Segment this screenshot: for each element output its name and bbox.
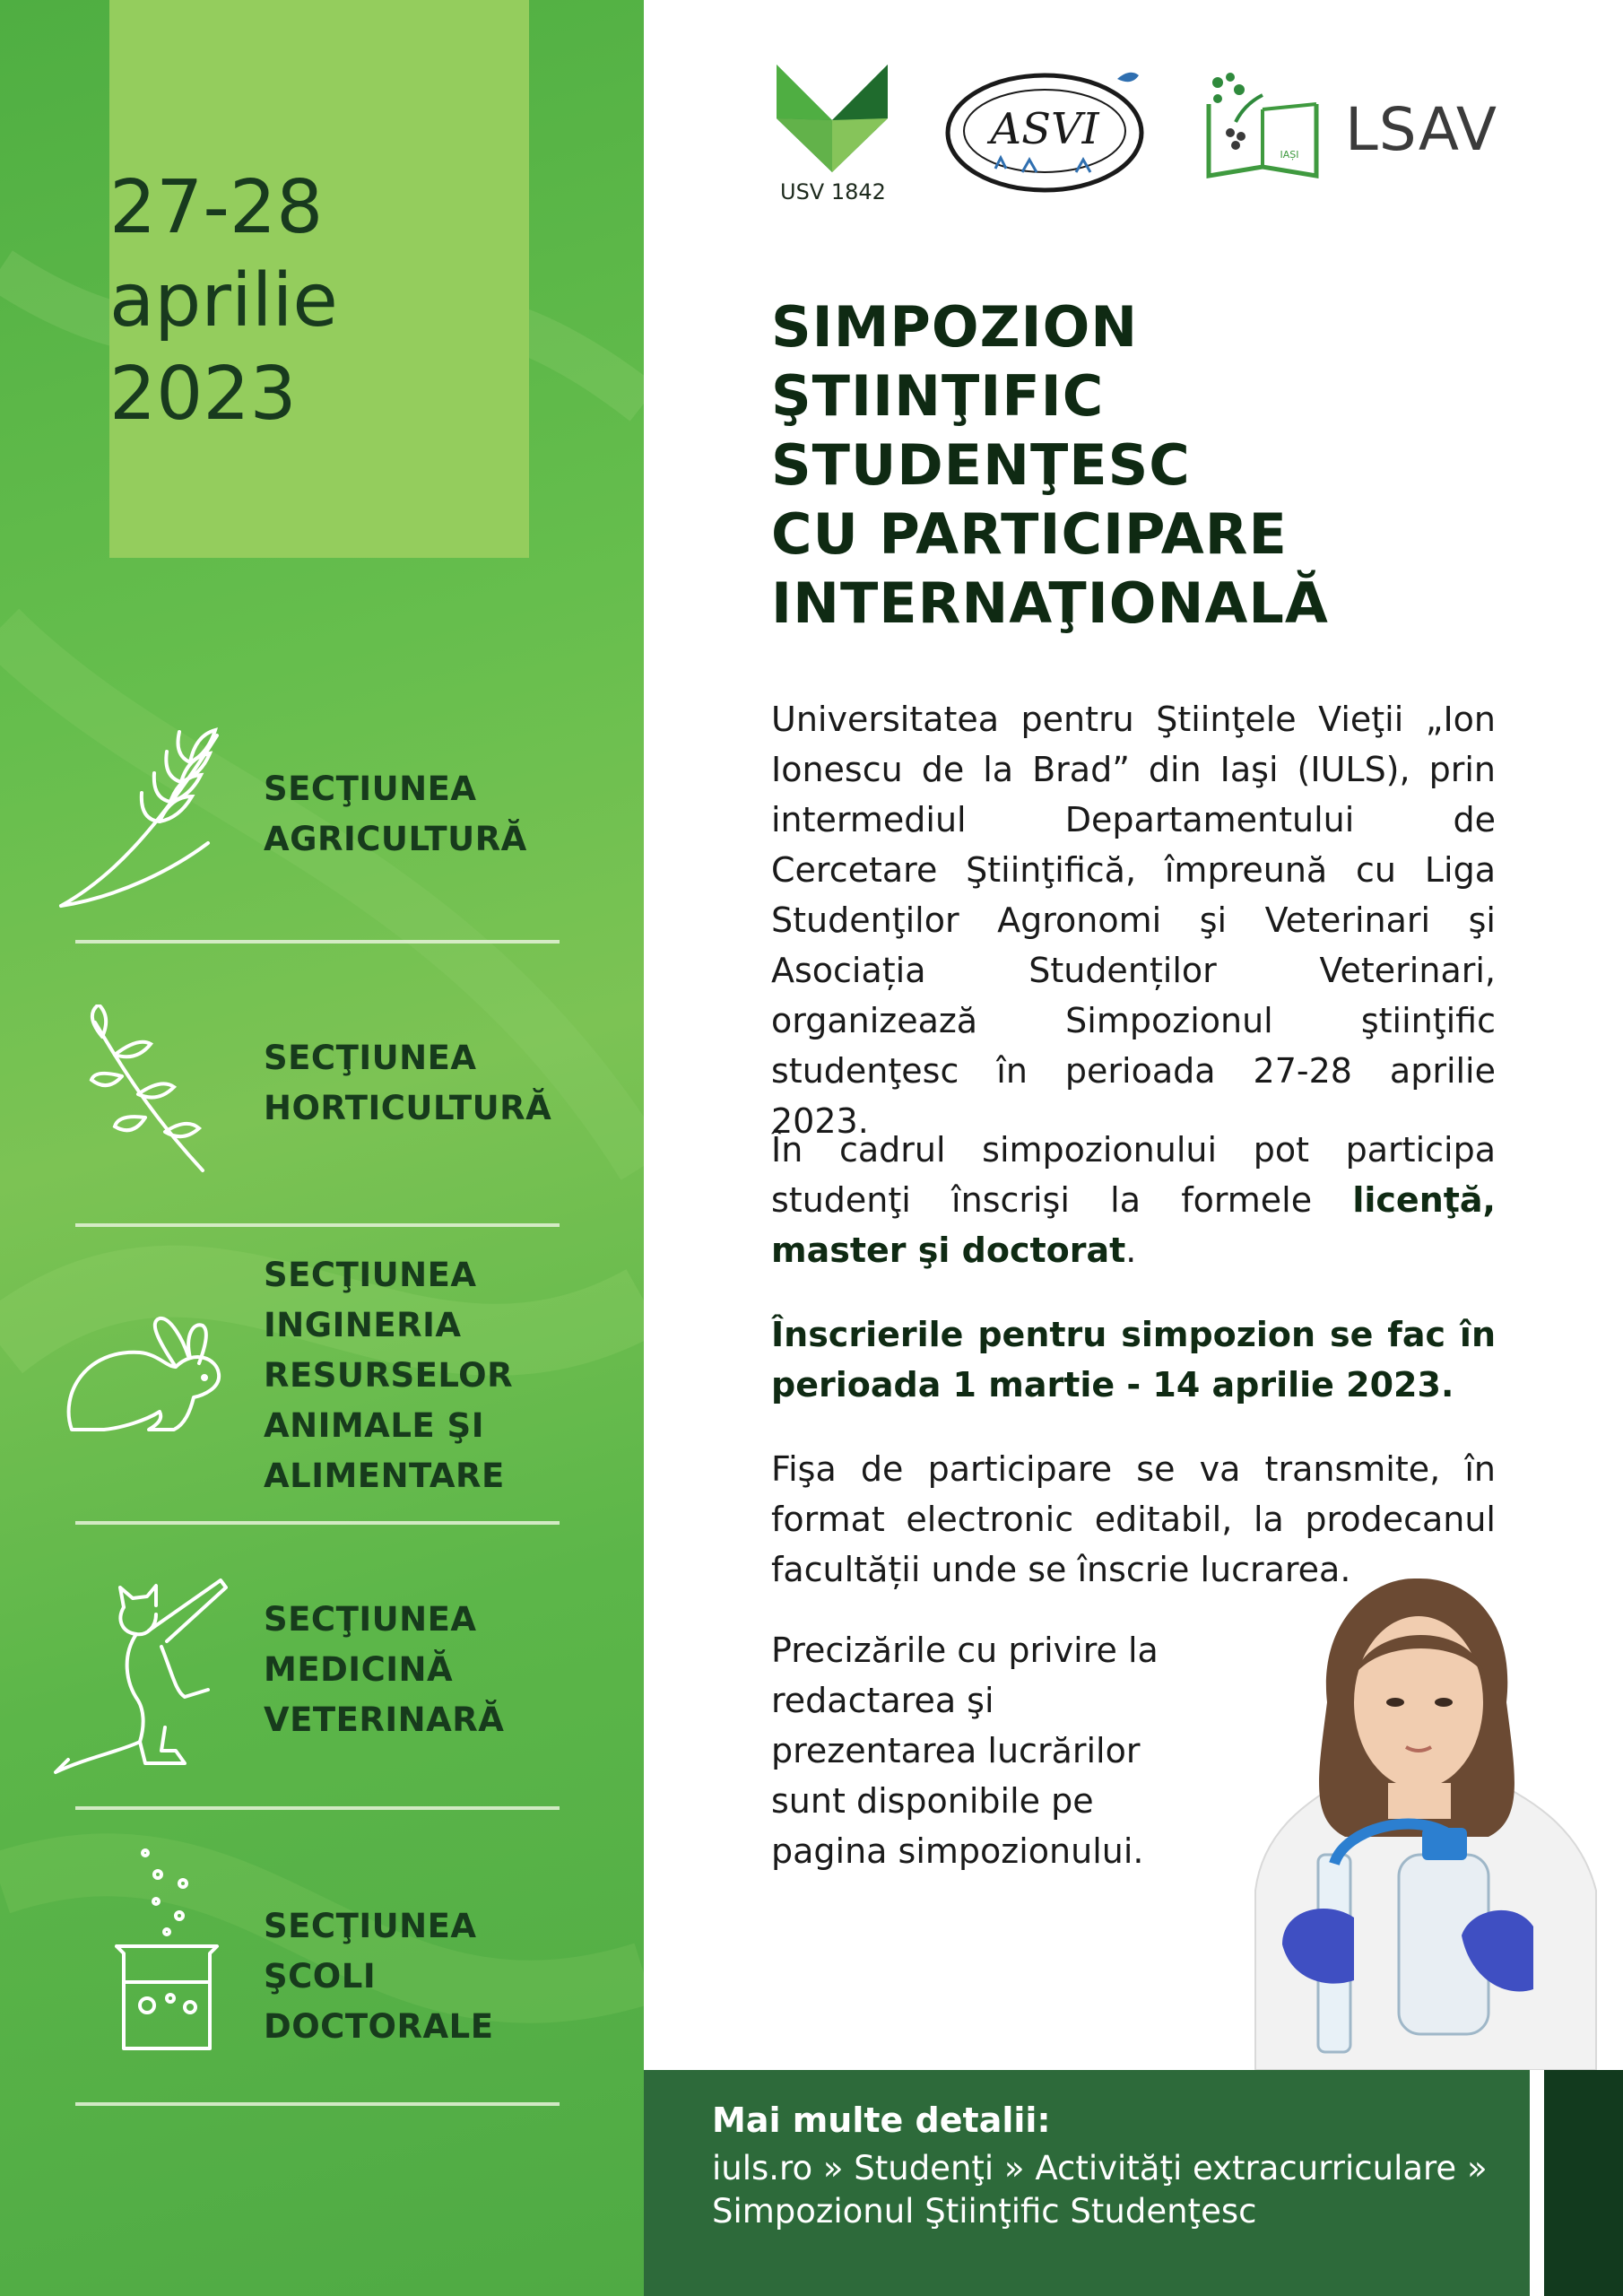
- section-medicina-veterinara: [0, 1525, 644, 1812]
- partner-logos: [771, 57, 1515, 219]
- section-label-line: ŞCOLI: [264, 1957, 377, 1996]
- title-line: INTERNAŢIONALĂ: [771, 570, 1329, 636]
- form-paragraph: Fişa de participare se va transmite, în format electronic editabil, la prodecanul facultății unde se înscrie lucrarea.: [771, 1449, 1496, 1589]
- footer-link-path[interactable]: iuls.ro » Studenţi » Activităţi extracurriculare »: [712, 2149, 1488, 2187]
- section-label-line: VETERINARĂ: [264, 1700, 505, 1739]
- cat-icon: [50, 1575, 239, 1781]
- section-label-line: RESURSELOR: [264, 1356, 514, 1395]
- registration-period: Înscrierile pentru simpozion se fac în perioada 1 martie - 14 aprilie 2023.: [771, 1315, 1496, 1405]
- section-label-line: SECŢIUNEA: [264, 1256, 477, 1294]
- footer-accent: [1544, 2070, 1623, 2296]
- section-label-line: ALIMENTARE: [264, 1457, 505, 1495]
- participants-paragraph: [771, 1125, 1496, 1275]
- beaker-icon: [104, 1848, 230, 2054]
- date-days: 27-28: [109, 165, 324, 250]
- lsav-logo-text: LSAV: [1345, 95, 1497, 164]
- section-label-line: INGINERIA: [264, 1306, 462, 1344]
- section-divider: [75, 2102, 560, 2106]
- asvi-logo: [942, 61, 1148, 204]
- footer-link-page[interactable]: Simpozionul Ştiinţific Studenţesc: [712, 2192, 1257, 2231]
- registration-paragraph: [771, 1309, 1496, 1410]
- section-label-line: ANIMALE ŞI: [264, 1406, 484, 1445]
- page-title: [771, 292, 1542, 638]
- details-paragraph: Precizările cu privire la redactarea şi prezentarea lucrărilor sunt disponibile pe pagina simpozionului.: [771, 1631, 1159, 1871]
- section-label-line: DOCTORALE: [264, 2007, 494, 2046]
- section-label-line: HORTICULTURĂ: [264, 1089, 552, 1127]
- section-label-line: SECŢIUNEA: [264, 770, 477, 808]
- wheat-icon: [56, 718, 235, 915]
- title-line: ŞTIINŢIFIC: [771, 363, 1105, 429]
- section-label-line: SECŢIUNEA: [264, 1039, 477, 1077]
- section-label-line: SECŢIUNEA: [264, 1907, 477, 1945]
- intro-paragraph: Universitatea pentru Ştiinţele Vieţii „Ion Ionescu de la Brad” din Iaşi (IULS), prin intermediul Departamentului de Cercetare Ştiinţifică, împreună cu Liga Studenţilor Agronomi şi Veterinari şi Asociația Studenților Veterinari, organizează Simpozionul ştiinţific studenţesc în perioada 27-28 aprilie 2023.: [771, 700, 1496, 1141]
- title-line: CU PARTICIPARE: [771, 501, 1288, 567]
- section-label-line: SECŢIUNEA: [264, 1600, 477, 1639]
- section-label-horticultura: [264, 1033, 551, 1134]
- participants-text: În cadrul simpozionului pot participa studenţi înscrişi la formele: [771, 1130, 1496, 1220]
- olive-branch-icon: [86, 1004, 212, 1175]
- title-line: SIMPOZION: [771, 294, 1139, 360]
- section-agricultura: [0, 700, 644, 942]
- section-divider: [75, 1806, 560, 1810]
- date-month: aprilie: [109, 258, 338, 344]
- section-label-line: AGRICULTURĂ: [264, 820, 527, 858]
- participants-end: .: [1125, 1231, 1137, 1270]
- section-horticultura: [0, 942, 644, 1220]
- section-ingineria: [0, 1223, 644, 1528]
- lsav-logo: [1191, 68, 1334, 185]
- usv-logo-text: USV 1842: [780, 179, 886, 204]
- section-label-medicina: [264, 1595, 504, 1745]
- left-panel: [0, 0, 644, 2296]
- student-photo: [1219, 1568, 1614, 2070]
- lsav-logo-small-text: IAȘI: [1280, 149, 1299, 161]
- title-line: STUDENŢESC: [771, 432, 1191, 498]
- event-date: [109, 161, 522, 441]
- section-label-scoli-doctorale: [264, 1901, 494, 2052]
- section-label-line: MEDICINĂ: [264, 1650, 454, 1689]
- date-year: 2023: [109, 352, 297, 437]
- footer-heading: Mai multe detalii:: [712, 2100, 1051, 2140]
- section-label-agricultura: [264, 764, 527, 865]
- rabbit-icon: [59, 1313, 230, 1448]
- participants-levels: licenţă, master şi doctorat: [771, 1180, 1496, 1270]
- section-label-ingineria: [264, 1250, 513, 1501]
- asvi-logo-text: ASVI: [990, 104, 1099, 154]
- section-scoli-doctorale: [0, 1812, 644, 2117]
- usv-logo: [777, 65, 888, 172]
